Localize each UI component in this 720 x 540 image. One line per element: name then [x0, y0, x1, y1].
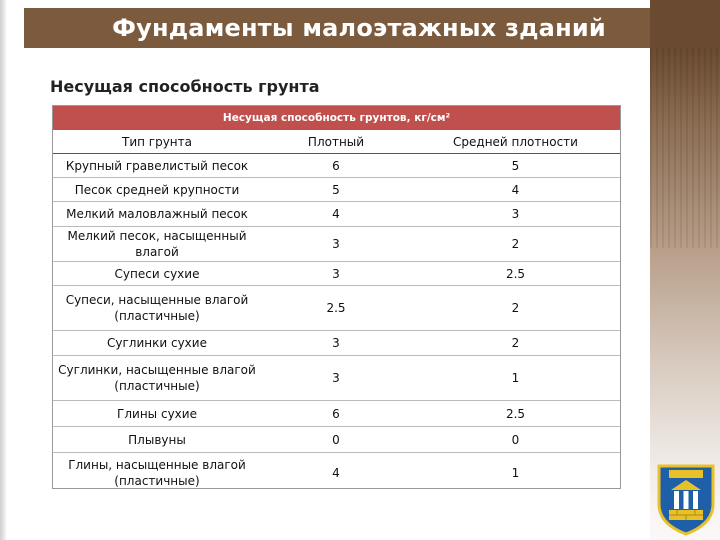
dense-value-cell: 3	[332, 237, 340, 251]
medium-value-cell: 2	[511, 336, 520, 350]
table-row	[53, 427, 620, 453]
soil-type-cell: Суглинки сухие	[107, 336, 207, 350]
table-row	[53, 286, 620, 331]
dense-value-cell: 4	[332, 207, 340, 221]
medium-value-cell: 2.5	[505, 266, 526, 281]
table-row	[53, 178, 620, 202]
soil-type-cell: Мелкий маловлажный песок	[66, 207, 248, 221]
column-header-dense: Плотный	[307, 134, 365, 149]
table-row	[53, 401, 620, 427]
table-caption: Несущая способность грунтов, кг/см²	[53, 106, 620, 130]
medium-value-cell: 1	[511, 371, 520, 385]
dense-value-cell: 0	[332, 432, 340, 447]
table-row	[53, 202, 620, 227]
dense-value-cell: 3	[332, 336, 340, 350]
institution-emblem-icon	[655, 460, 717, 536]
medium-value-cell: 2.5	[505, 406, 526, 421]
table-row	[53, 331, 620, 356]
table-row	[53, 453, 620, 493]
medium-value-cell: 3	[511, 207, 520, 221]
medium-value-cell: 0	[511, 432, 520, 447]
dense-value-cell: 3	[332, 371, 340, 385]
medium-value-cell: 1	[511, 466, 520, 480]
column-header-type: Тип грунта	[121, 134, 192, 149]
medium-value-cell: 2	[511, 301, 520, 315]
medium-value-cell: 2	[511, 237, 520, 251]
table-row	[53, 227, 620, 262]
soil-type-cell: Плывуны	[128, 432, 186, 447]
table-header-row	[53, 130, 620, 154]
table-row	[53, 356, 620, 401]
right-decorative-panel	[650, 0, 720, 540]
dense-value-cell: 6	[332, 406, 340, 421]
dense-value-cell: 2.5	[326, 301, 346, 315]
soil-type-cell: Глины сухие	[117, 406, 197, 421]
table-row	[53, 154, 620, 178]
bearing-capacity-table	[52, 105, 621, 489]
soil-type-cell: Суглинки, насыщенные влагой (пластичные)	[58, 363, 256, 393]
column-header-medium: Средней плотности	[453, 134, 578, 149]
dense-value-cell: 3	[332, 266, 340, 281]
dense-value-cell: 5	[332, 182, 340, 197]
table-row	[53, 262, 620, 286]
section-subtitle: Несущая способность грунта	[50, 77, 320, 96]
dense-value-cell: 4	[332, 466, 340, 480]
medium-value-cell: 4	[511, 182, 520, 197]
left-edge-decoration	[0, 0, 6, 540]
soil-type-cell: Мелкий песок, насыщенный влагой	[67, 229, 247, 259]
page-title: Фундаменты малоэтажных зданий	[112, 14, 606, 42]
dense-value-cell: 6	[332, 158, 340, 173]
soil-type-cell: Супеси сухие	[114, 266, 200, 281]
soil-type-cell: Песок средней крупности	[74, 182, 240, 197]
medium-value-cell: 5	[511, 158, 520, 173]
soil-type-cell: Супеси, насыщенные влагой (пластичные)	[65, 293, 249, 323]
soil-type-cell: Глины, насыщенные влагой (пластичные)	[68, 458, 246, 488]
soil-type-cell: Крупный гравелистый песок	[65, 158, 249, 173]
title-bar	[24, 8, 650, 48]
